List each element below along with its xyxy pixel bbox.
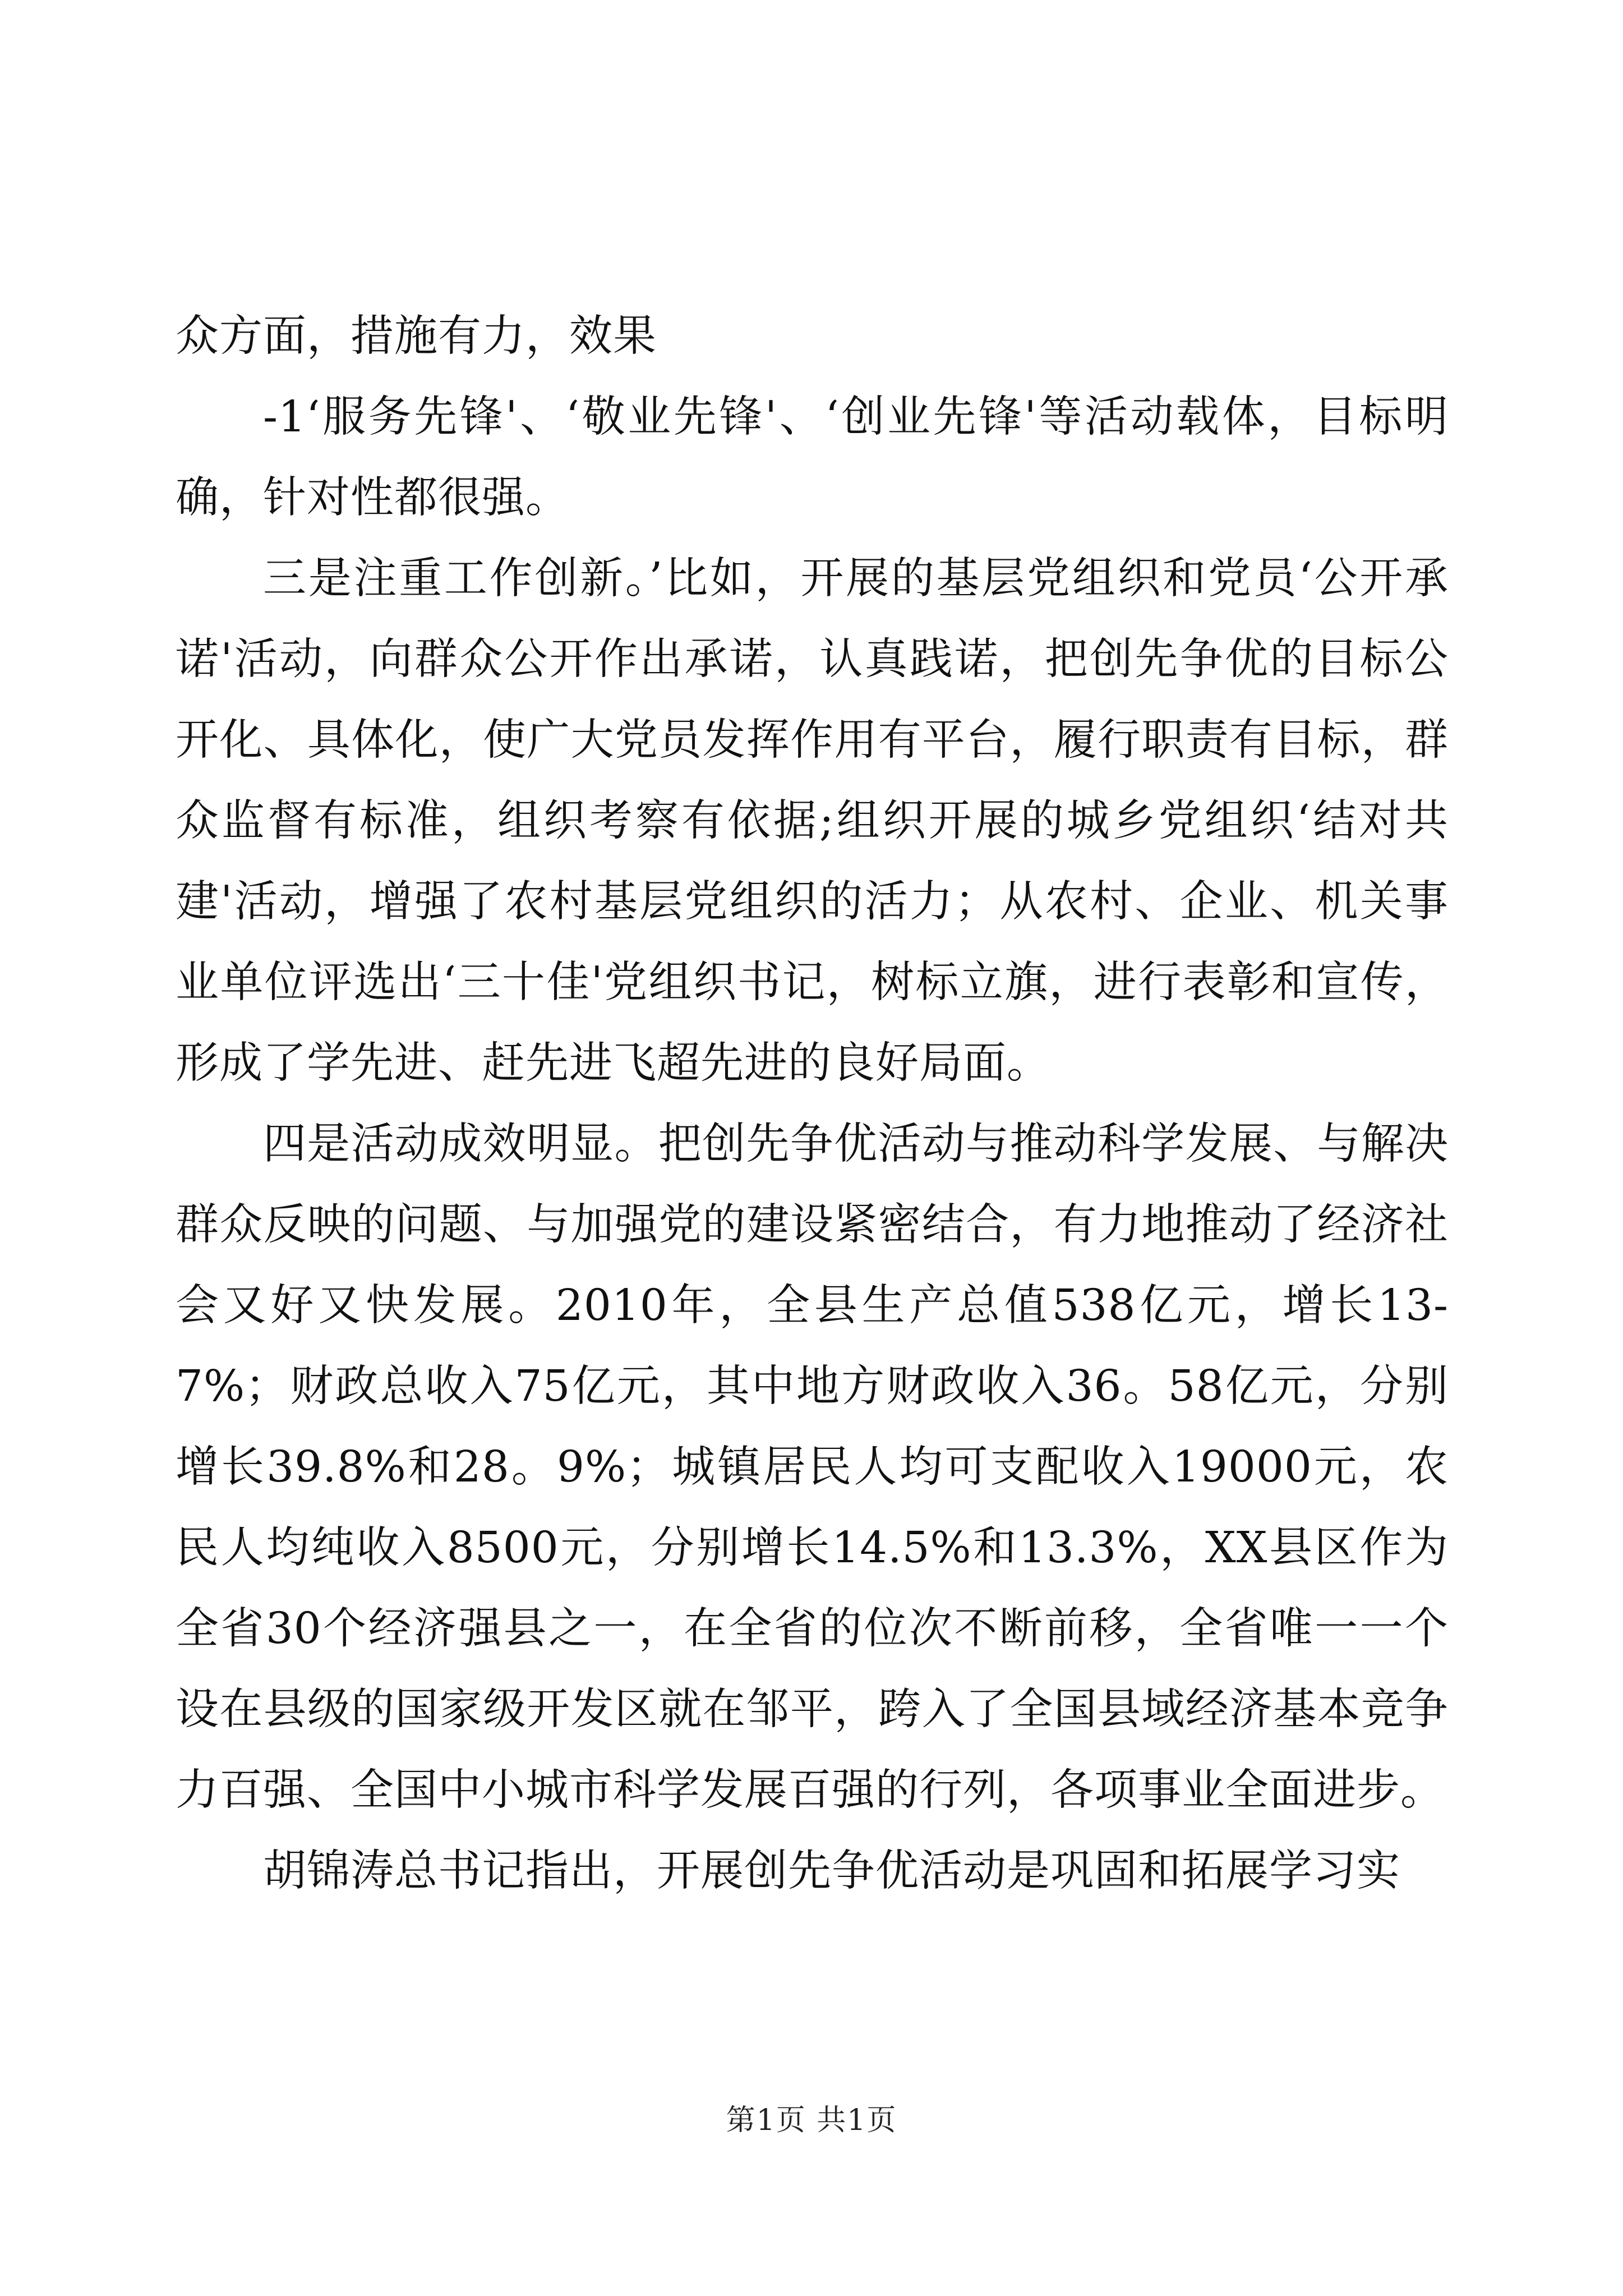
page-footer: 第1页 共1页: [726, 2104, 897, 2137]
paragraph: 众方面，措施有力，效果: [176, 311, 657, 361]
document-body: [176, 296, 1449, 1912]
paragraph: 胡锦涛总书记指出，开展创先争优活动是巩固和拓展学习实: [263, 1846, 1400, 1896]
paragraph: 四是活动成效明显。把创先争优活动与推动科学发展、与解决群众反映的问题、与加强党的建设紧密结合，有力地推动了经济社会又好又快发展。2010年，全县生产总值538亿元，增长13-7%；财政总收入75亿元，其中地方财政收入36。58亿元，分别增长39.8%和28。9%；城镇居民人均可支配收入19000元，农民人均纯收入8500元，分别增长14.5%和13.3%，XX县区作为全省30个经济强县之一，在全省的位次不断前移，全省唯一一个设在县级的国家级开发区就在邹平，跨入了全国县域经济基本竞争力百强、全国中小城市科学发展百强的行列，各项事业全面进步。: [176, 1119, 1449, 1815]
paragraph: -1‘服务先锋'、‘敬业先锋'、‘创业先锋'等活动载体，目标明确，针对性都很强。: [176, 392, 1449, 523]
paragraph: 三是注重工作创新。’比如，开展的基层党组织和党员‘公开承诺'活动，向群众公开作出承诺，认真践诺，把创先争优的目标公开化、具体化，使广大党员发挥作用有平台，履行职责有目标，群众监督有标准，组织考察有依据;组织开展的城乡党组织‘结对共建'活动，增强了农村基层党组织的活力；从农村、企业、机关事业单位评选出‘三十佳'党组织书记，树标立旗，进行表彰和宣传，形成了学先进、赶先进飞超先进的良好局面。: [176, 554, 1449, 1088]
